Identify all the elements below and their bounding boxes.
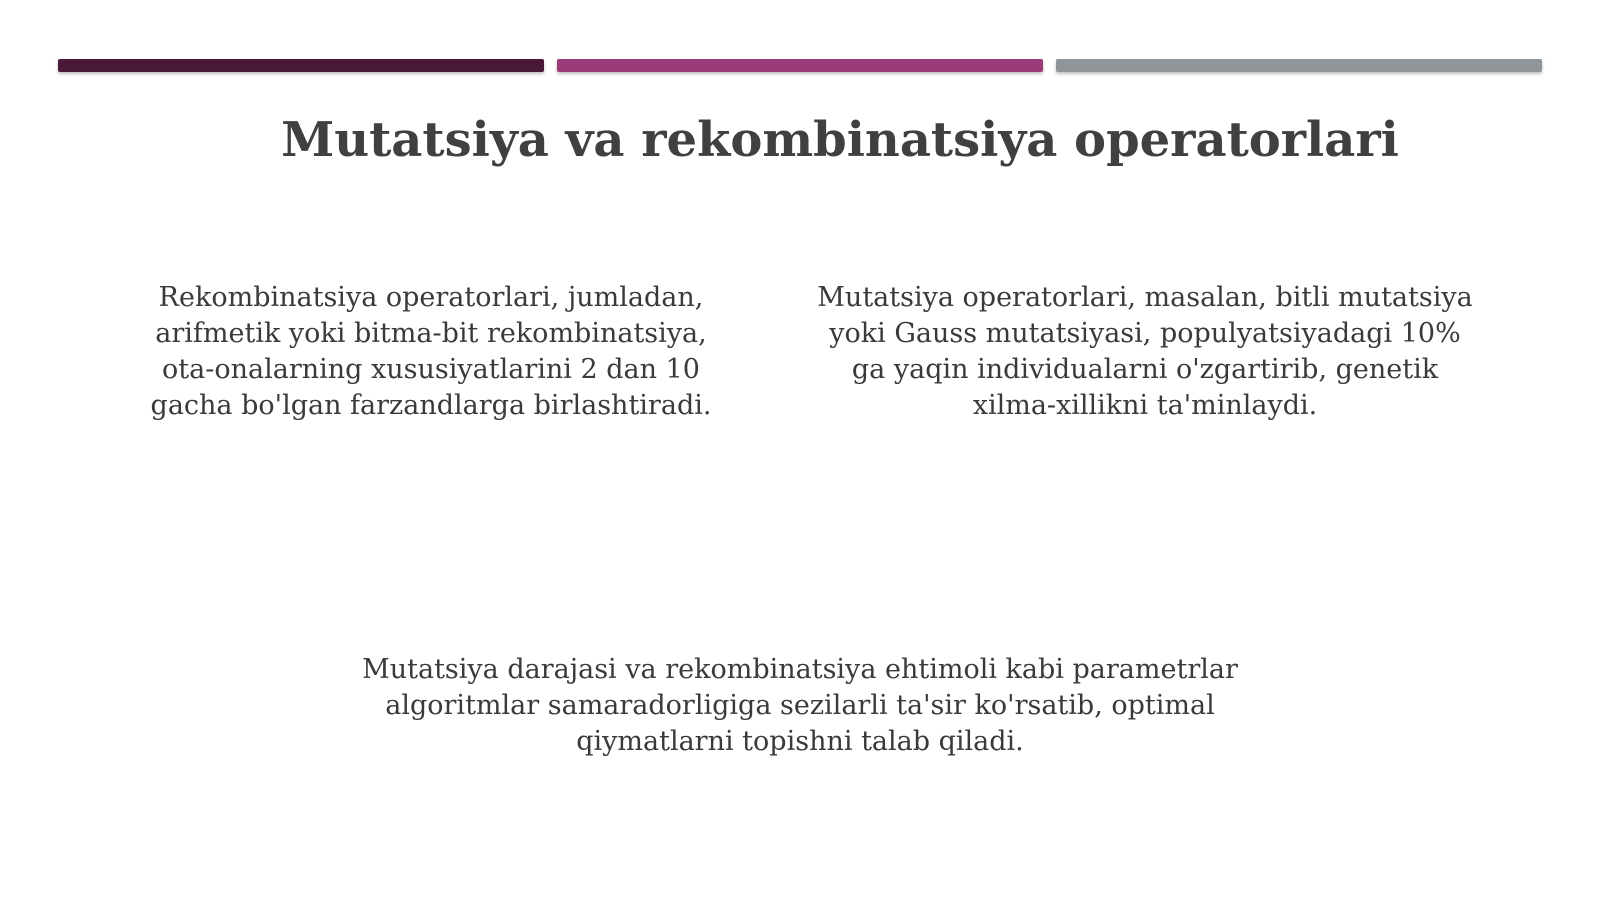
- right-paragraph-line: yoki Gauss mutatsiyasi, populyatsiyadagi 10%: [829, 318, 1461, 349]
- left-paragraph: [106, 280, 756, 424]
- left-paragraph-line: ota-onalarning xususiyatlarini 2 dan 10: [162, 354, 700, 385]
- right-paragraph-line: ga yaqin individualarni o'zgartirib, genetik: [851, 354, 1439, 385]
- slide-title: Mutatsiya va rekombinatsiya operatorlari: [281, 112, 1399, 168]
- accent-bar-magenta: [557, 59, 1043, 72]
- left-paragraph-line: gacha bo'lgan farzandlarga birlashtiradi.: [150, 390, 712, 421]
- bottom-paragraph: [325, 652, 1275, 760]
- right-paragraph-line: xilma-xillikni ta'minlaydi.: [972, 390, 1318, 421]
- bottom-paragraph-line: Mutatsiya darajasi va rekombinatsiya ehtimoli kabi parametrlar: [362, 654, 1238, 685]
- left-paragraph-line: arifmetik yoki bitma-bit rekombinatsiya,: [155, 318, 707, 349]
- accent-bar-gray: [1056, 59, 1542, 72]
- right-paragraph: [800, 280, 1490, 424]
- bottom-paragraph-line: qiymatlarni topishni talab qiladi.: [576, 726, 1024, 757]
- left-paragraph-line: Rekombinatsiya operatorlari, jumladan,: [158, 282, 704, 313]
- right-paragraph-line: Mutatsiya operatorlari, masalan, bitli mutatsiya: [817, 282, 1473, 313]
- accent-bar-dark-plum: [58, 59, 544, 72]
- bottom-paragraph-line: algoritmlar samaradorligiga sezilarli ta'sir ko'rsatib, optimal: [385, 690, 1215, 721]
